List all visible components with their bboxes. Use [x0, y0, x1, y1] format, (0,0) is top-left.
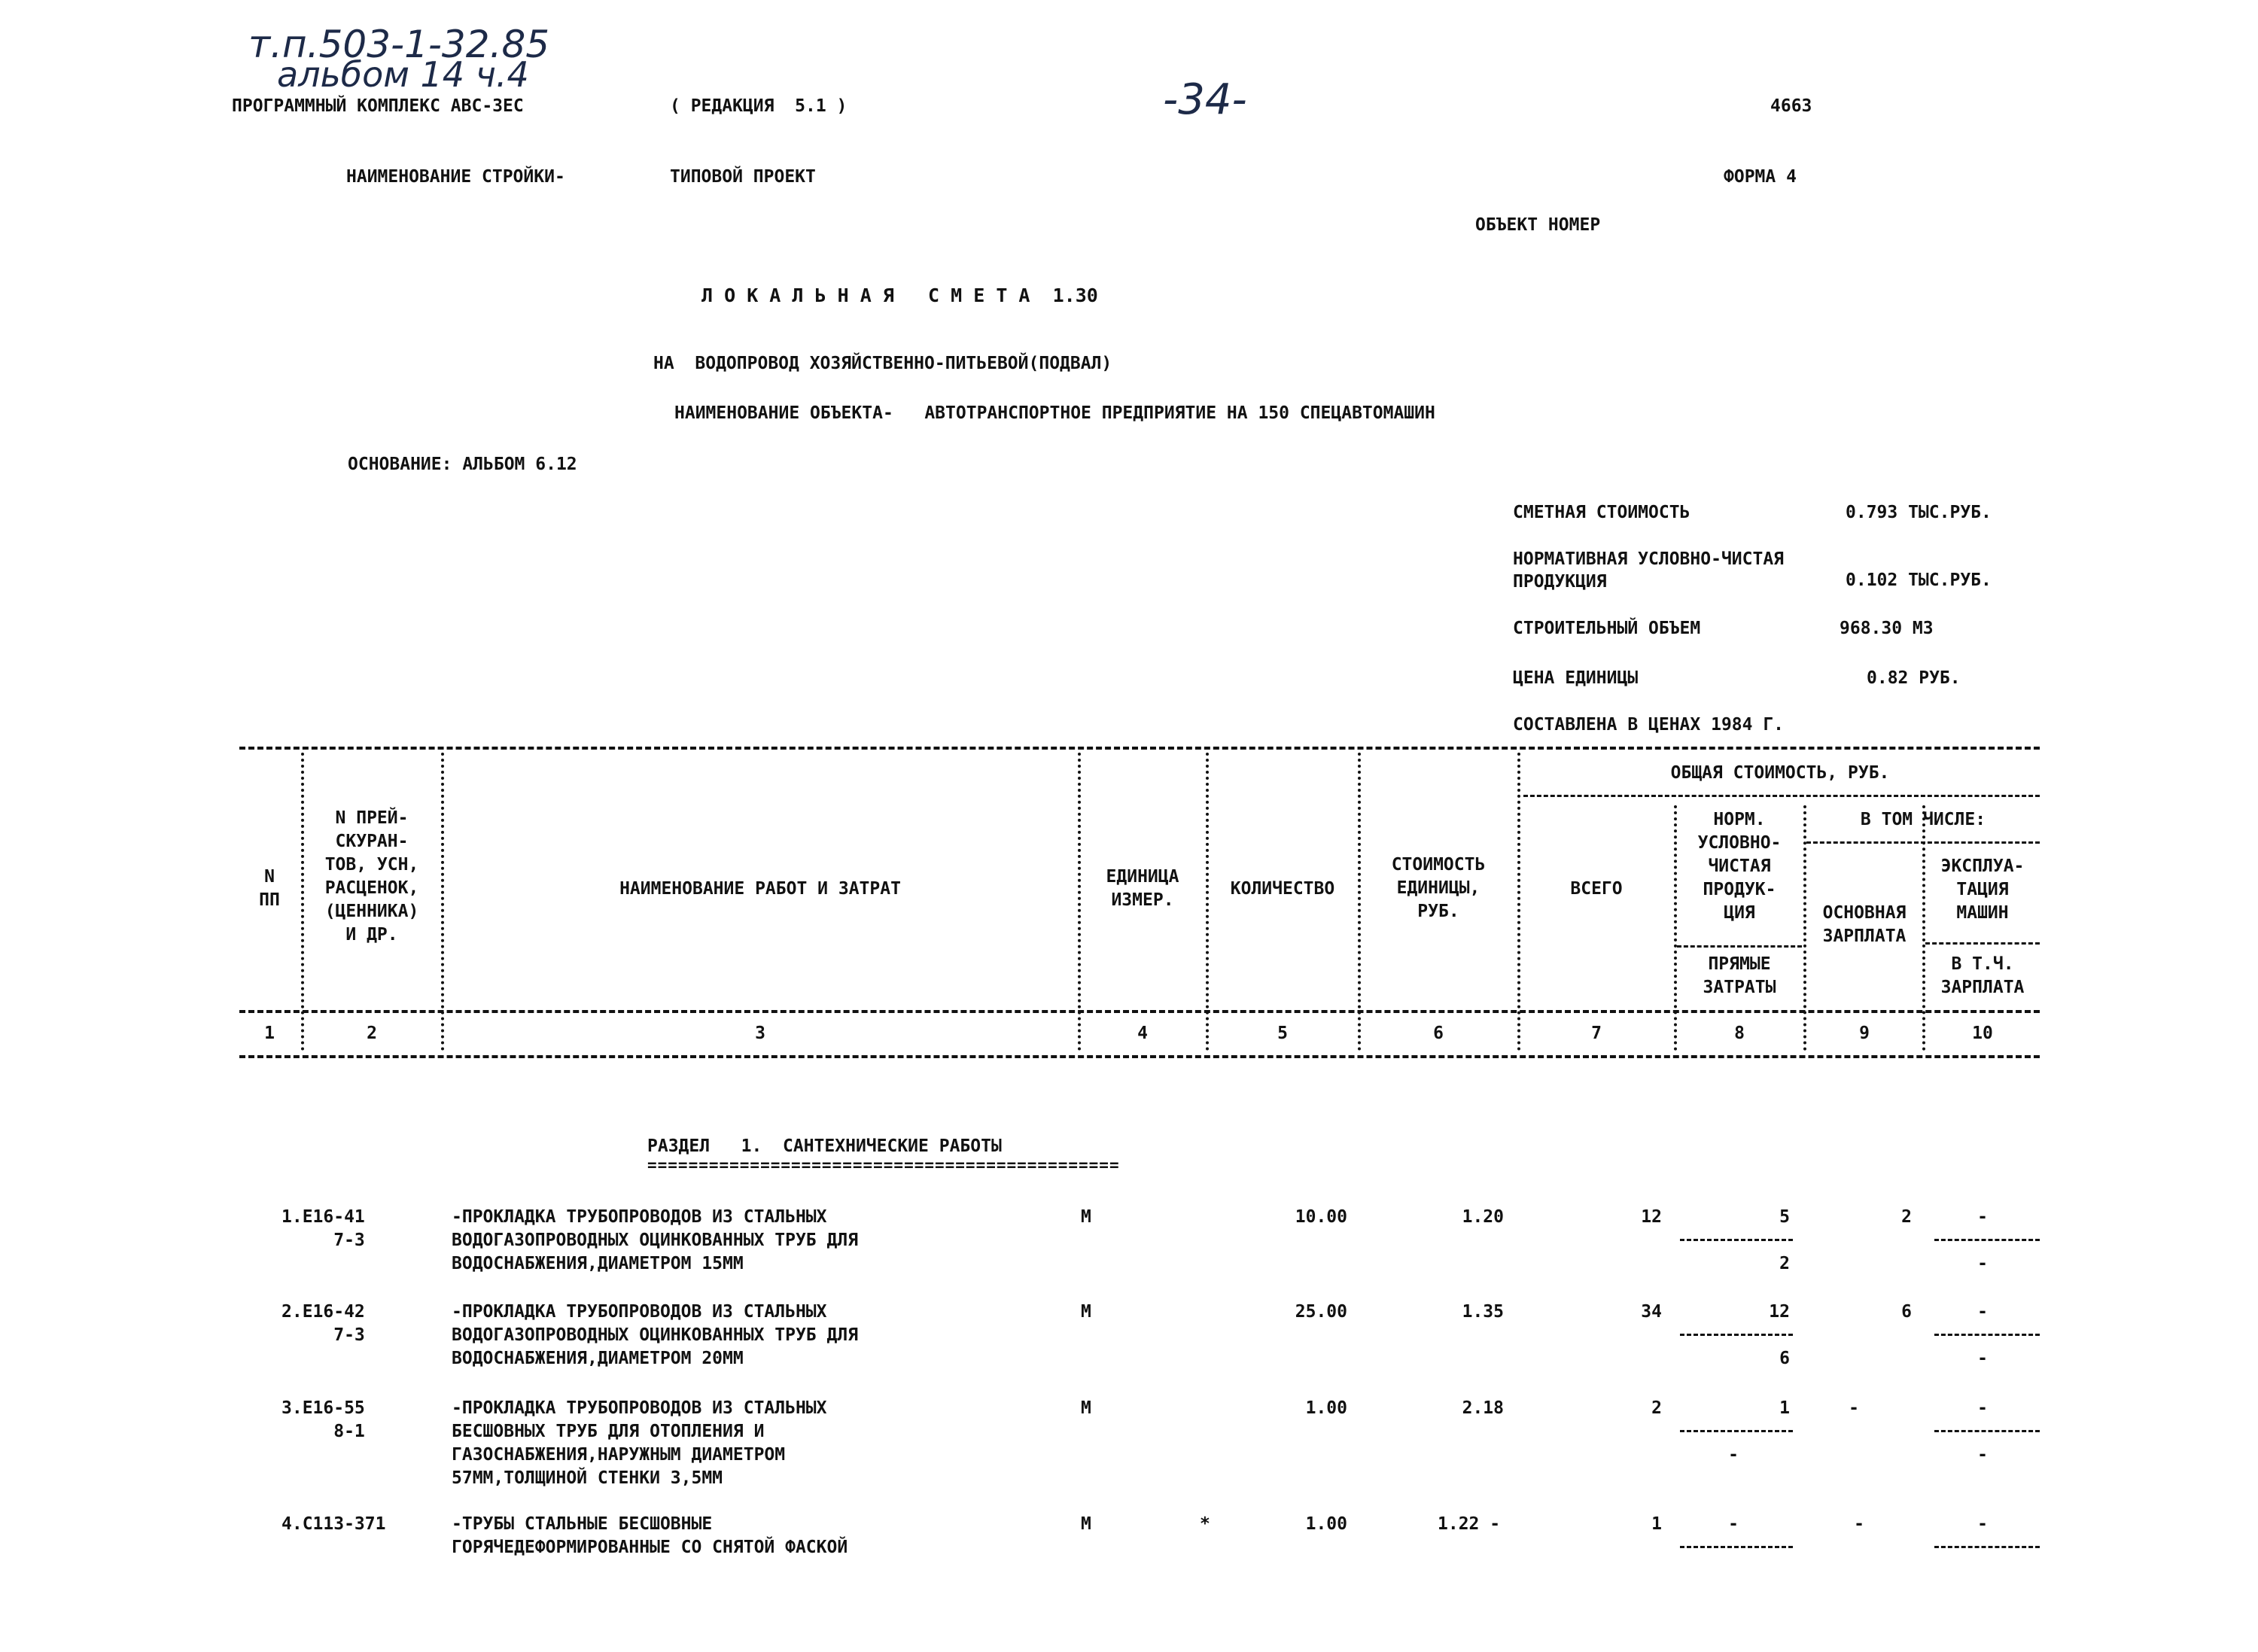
row-split-rule [1680, 1334, 1793, 1336]
header-including: В ТОМ ЧИСЛЕ: [1860, 810, 1986, 829]
column-number: 3 [755, 1024, 765, 1043]
row-norm-production: - [1728, 1514, 1739, 1534]
header-machines: ЭКСПЛУА- ТАЦИЯ МАШИН [1940, 856, 2025, 923]
row-work-name: -ТРУБЫ СТАЛЬНЫЕ БЕСШОВНЫЕ ГОРЯЧЕДЕФОРМИРОВАННЫЕ СО СНЯТОЙ ФАСКОЙ [452, 1514, 848, 1557]
row-work-name: -ПРОКЛАДКА ТРУБОПРОВОДОВ ИЗ СТАЛЬНЫХ ВОДОГАЗОПРОВОДНЫХ ОЦИНКОВАННЫХ ТРУБ ДЛЯ ВОДОСНАБЖЕНИЯ,ДИАМЕТРОМ 15ММ [452, 1207, 859, 1273]
section-title: РАЗДЕЛ 1. САНТЕХНИЧЕСКИЕ РАБОТЫ [647, 1136, 1002, 1156]
row-quantity: 1.00 [1305, 1398, 1347, 1418]
header-norm-production: НОРМ. УСЛОВНО- ЧИСТАЯ ПРОДУК- ЦИЯ [1697, 810, 1782, 923]
section-underline: ============================================== [647, 1156, 1120, 1174]
form-label: ФОРМА 4 [1724, 167, 1797, 187]
document-code: 4663 [1770, 96, 1812, 116]
column-number: 5 [1277, 1024, 1288, 1043]
row-machines-salary: - [1977, 1445, 1988, 1465]
row-quantity: 1.00 [1305, 1514, 1347, 1534]
row-base-salary: 2 [1901, 1207, 1912, 1227]
summary-value-volume: 968.30 М3 [1840, 619, 1934, 638]
column-number: 4 [1137, 1024, 1148, 1043]
handwritten-page-number: -34- [1163, 75, 1247, 124]
col-separator [1517, 753, 1520, 1051]
summary-value-unit-price: 0.82 РУБ. [1867, 668, 1961, 688]
summary-value-cost: 0.793 ТЫС.РУБ. [1846, 503, 1992, 522]
row-unit-cost: 1.35 [1462, 1302, 1504, 1322]
row-direct-costs: 2 [1779, 1254, 1790, 1273]
row-machines: - [1977, 1398, 1988, 1418]
row-quantity: 10.00 [1295, 1207, 1347, 1227]
row-split-rule [1680, 1430, 1793, 1432]
header-work-name: НАИМЕНОВАНИЕ РАБОТ И ЗАТРАТ [619, 879, 901, 899]
handwritten-reference: т.п.503-1-32.85 [248, 23, 550, 66]
row-machines: - [1977, 1207, 1988, 1227]
row-code: 1.Е16-41 7-3 [281, 1207, 365, 1250]
prices-note: СОСТАВЛЕНА В ЦЕНАХ 1984 Г. [1513, 715, 1785, 735]
table-numbers-rule [239, 1055, 2040, 1058]
row-direct-costs: 6 [1779, 1349, 1790, 1368]
header-quantity: КОЛИЧЕСТВО [1230, 879, 1335, 899]
table-top-rule [239, 747, 2040, 750]
row-unit-cost: 2.18 [1462, 1398, 1504, 1418]
col-separator [1206, 753, 1209, 1051]
header-base-salary: ОСНОВНАЯ ЗАРПЛАТА [1822, 903, 1907, 946]
basis-label: ОСНОВАНИЕ: АЛЬБОМ 6.12 [348, 455, 577, 474]
construction-value: ТИПОВОЙ ПРОЕКТ [670, 167, 816, 187]
header-total-group: ОБЩАЯ СТОИМОСТЬ, РУБ. [1670, 763, 1890, 783]
row-split-rule [1680, 1239, 1793, 1241]
row-total: 34 [1641, 1302, 1662, 1322]
summary-label-cost: СМЕТНАЯ СТОИМОСТЬ [1513, 503, 1690, 522]
header-unit-cost: СТОИМОСТЬ ЕДИНИЦЫ, РУБ. [1391, 855, 1486, 921]
row-material-mark: * [1200, 1514, 1210, 1534]
machines-rule [1925, 942, 2040, 945]
norm-rule [1677, 945, 1802, 948]
column-number: 7 [1591, 1024, 1602, 1043]
header-direct-costs: ПРЯМЫЕ ЗАТРАТЫ [1703, 954, 1776, 997]
table-header-rule [239, 1010, 2040, 1013]
row-norm-production: 1 [1779, 1398, 1790, 1418]
column-number: 9 [1859, 1024, 1870, 1043]
column-number: 2 [367, 1024, 377, 1043]
row-split-rule [1934, 1430, 2040, 1432]
row-work-name: -ПРОКЛАДКА ТРУБОПРОВОДОВ ИЗ СТАЛЬНЫХ БЕСШОВНЫХ ТРУБ ДЛЯ ОТОПЛЕНИЯ И ГАЗОСНАБЖЕНИЯ,НАРУЖНЫМ ДИАМЕТРОМ 57ММ,ТОЛЩИНОЙ СТЕНКИ 3,5ММ [452, 1398, 827, 1488]
total-group-rule [1523, 795, 2040, 797]
row-split-rule [1934, 1334, 2040, 1336]
row-split-rule [1680, 1546, 1793, 1548]
summary-label-volume: СТРОИТЕЛЬНЫЙ ОБЪЕМ [1513, 619, 1701, 638]
row-machines: - [1977, 1514, 1988, 1534]
row-unit: М [1081, 1398, 1091, 1418]
object-number-label: ОБЪЕКТ НОМЕР [1475, 215, 1601, 235]
row-total: 2 [1651, 1398, 1662, 1418]
row-base-salary: - [1854, 1514, 1864, 1534]
column-number: 6 [1433, 1024, 1444, 1043]
row-split-rule [1934, 1546, 2040, 1548]
column-number: 8 [1734, 1024, 1745, 1043]
row-quantity: 25.00 [1295, 1302, 1347, 1322]
object-name: НАИМЕНОВАНИЕ ОБЪЕКТА- АВТОТРАНСПОРТНОЕ ПРЕДПРИЯТИЕ НА 150 СПЕЦАВТОМАШИН [674, 403, 1435, 423]
row-code: 3.Е16-55 8-1 [281, 1398, 365, 1441]
column-number: 10 [1972, 1024, 1993, 1043]
row-unit: М [1081, 1207, 1091, 1227]
edition-label: ( РЕДАКЦИЯ 5.1 ) [670, 96, 848, 116]
row-machines-salary: - [1977, 1349, 1988, 1368]
construction-label: НАИМЕНОВАНИЕ СТРОЙКИ- [346, 167, 565, 187]
row-machines-salary: - [1977, 1254, 1988, 1273]
header-total: ВСЕГО [1570, 879, 1623, 899]
row-code: 4.С113-371 [281, 1514, 386, 1534]
document-subtitle: НА ВОДОПРОВОД ХОЗЯЙСТВЕННО-ПИТЬЕВОЙ(ПОДВАЛ) [653, 354, 1112, 373]
summary-value-production: 0.102 ТЫС.РУБ. [1846, 570, 1992, 590]
row-total: 12 [1641, 1207, 1662, 1227]
document-title: Л О К А Л Ь Н А Я С М Е Т А 1.30 [701, 284, 1098, 306]
row-work-name: -ПРОКЛАДКА ТРУБОПРОВОДОВ ИЗ СТАЛЬНЫХ ВОДОГАЗОПРОВОДНЫХ ОЦИНКОВАННЫХ ТРУБ ДЛЯ ВОДОСНАБЖЕНИЯ,ДИАМЕТРОМ 20ММ [452, 1302, 859, 1368]
header-machines-salary: В Т.Ч. ЗАРПЛАТА [1940, 954, 2025, 997]
row-unit-cost: 1.22 - [1438, 1514, 1501, 1534]
row-unit-cost: 1.20 [1462, 1207, 1504, 1227]
header-pricelist: N ПРЕЙ- СКУРАН- ТОВ, УСН, РАСЦЕНОК, (ЦЕННИКА) И ДР. [324, 808, 419, 945]
row-unit: М [1081, 1514, 1091, 1534]
summary-label-production: НОРМАТИВНАЯ УСЛОВНО-ЧИСТАЯ ПРОДУКЦИЯ [1513, 549, 1785, 592]
summary-label-unit-price: ЦЕНА ЕДИНИЦЫ [1513, 668, 1639, 688]
column-number: 1 [264, 1024, 275, 1043]
program-label: ПРОГРАММНЫЙ КОМПЛЕКС АВС-3ЕС [232, 96, 524, 116]
row-base-salary: 6 [1901, 1302, 1912, 1322]
row-direct-costs: - [1728, 1445, 1739, 1465]
row-total: 1 [1651, 1514, 1662, 1534]
row-norm-production: 12 [1769, 1302, 1790, 1322]
row-code: 2.Е16-42 7-3 [281, 1302, 365, 1345]
row-norm-production: 5 [1779, 1207, 1790, 1227]
header-n: N ПП [259, 867, 280, 910]
incl-rule [1806, 841, 2040, 844]
row-machines: - [1977, 1302, 1988, 1322]
row-base-salary: - [1849, 1398, 1859, 1418]
col-separator [441, 753, 444, 1051]
handwritten-album: альбом 14 ч.4 [277, 54, 529, 95]
row-split-rule [1934, 1239, 2040, 1241]
header-unit: ЕДИНИЦА ИЗМЕР. [1106, 867, 1179, 910]
row-unit: М [1081, 1302, 1091, 1322]
